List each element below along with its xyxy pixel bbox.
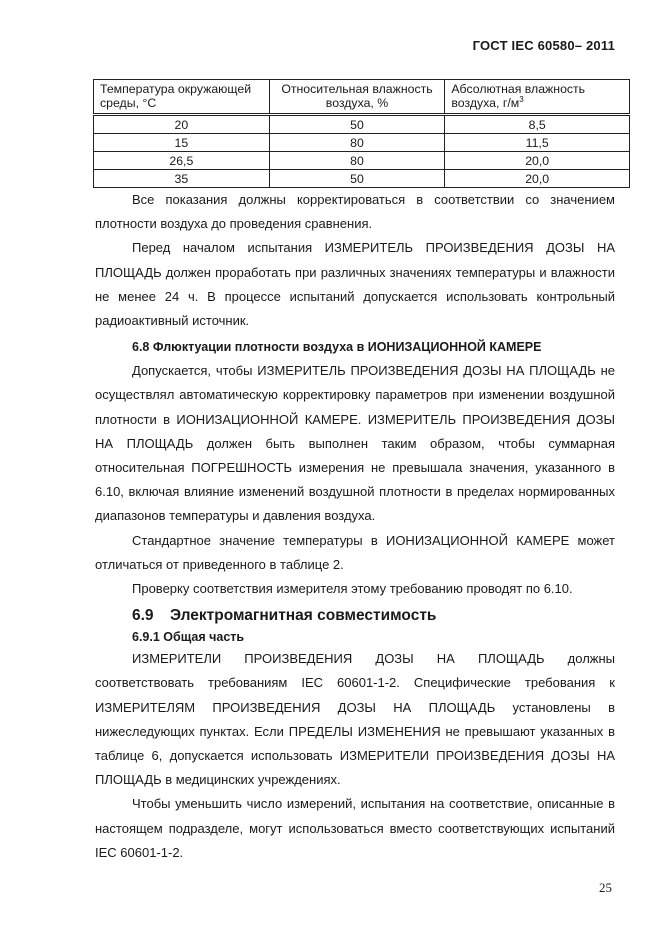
header-relative-humidity: Относительная влажность воздуха, % (269, 80, 445, 115)
paragraph-correction: Все показания должны корректироваться в соответствии со значением плотности воздуха до проведения сравнения. (95, 192, 615, 232)
paragraph-emc-requirements: ИЗМЕРИТЕЛИ ПРОИЗВЕДЕНИЯ ДОЗЫ НА ПЛОЩАДЬ должны соответствовать требованиям IEC 60601-1-2. Специфические требования к ИЗМЕРИТЕЛЯМ ПРОИЗВЕДЕНИЯ ДОЗЫ НА ПЛОЩАДЬ установлены в нижеследующих пунктах. Если ПРЕДЕЛЫ ИЗМЕНЕНИЯ не превышают указанных в таблице 6, допускается использовать ИЗМЕРИТЕЛИ ПРОИЗВЕДЕНИЯ ДОЗЫ НА ПЛОЩАДЬ в медицинских учреждениях. (95, 651, 615, 788)
paragraph-standard-temperature: Стандартное значение температуры в ИОНИЗАЦИОННОЙ КАМЕРЕ может отличаться от приведенного в таблице 2. (95, 532, 615, 572)
cell-relative-humidity: 80 (269, 134, 445, 152)
paragraph-air-density: Допускается, чтобы ИЗМЕРИТЕЛЬ ПРОИЗВЕДЕНИЯ ДОЗЫ НА ПЛОЩАДЬ не осуществлял автоматическую корректировку параметров при изменении воздушной плотности в ИОНИЗАЦИОННОЙ КАМЕРЕ. ИЗМЕРИТЕЛЬ ПРОИЗВЕДЕНИЯ ДОЗЫ НА ПЛОЩАДЬ должен быть выполнен таким образом, чтобы суммарная относительная ПОГРЕШНОСТЬ измерения не превышала значения, указанного в 6.10, включая влияние изменений воздушной плотности в пределах нормированных диапазонов температуры и давления воздуха. (95, 363, 615, 524)
cell-temperature: 35 (94, 170, 270, 188)
humidity-table (93, 79, 630, 188)
unit-superscript: 3 (519, 94, 524, 104)
section-number: 6.9 (132, 607, 154, 625)
paragraph-reduce-measurements: Чтобы уменьшить число измерений, испытания на соответствие, описанные в настоящем подразделе, могут использоваться вместо соответствующих испытаний IEC 60601-1-2. (95, 796, 615, 860)
header-absolute-humidity (445, 80, 630, 115)
paragraph-compliance-check: Проверку соответствия измерителя этому требованию проводят по 6.10. (132, 581, 573, 597)
section-title: Электромагнитная совместимость (170, 607, 437, 625)
paragraph-pre-test: Перед началом испытания ИЗМЕРИТЕЛЬ ПРОИЗВЕДЕНИЯ ДОЗЫ НА ПЛОЩАДЬ должен проработать при различных значениях температуры и влажности не менее 24 ч. В процессе испытаний допускается использовать контрольный радиоактивный источник. (95, 240, 615, 329)
table-row (94, 170, 630, 188)
cell-temperature: 15 (94, 134, 270, 152)
cell-temperature: 26,5 (94, 152, 270, 170)
subsection-heading-6-9-1: 6.9.1 Общая часть (132, 630, 245, 645)
cell-relative-humidity: 80 (269, 152, 445, 170)
cell-absolute-humidity: 20,0 (445, 152, 630, 170)
section-heading-6-9 (132, 604, 615, 628)
table-row (94, 152, 630, 170)
cell-relative-humidity: 50 (269, 170, 445, 188)
section-heading-6-8: 6.8 Флюктуации плотности воздуха в ИОНИЗАЦИОННОЙ КАМЕРЕ (132, 340, 542, 355)
table-header-row (94, 80, 630, 115)
cell-absolute-humidity: 11,5 (445, 134, 630, 152)
body-text (95, 188, 615, 865)
cell-absolute-humidity: 20,0 (445, 170, 630, 188)
document-code: ГОСТ IEC 60580– 2011 (472, 38, 615, 53)
cell-temperature: 20 (94, 115, 270, 134)
cell-relative-humidity: 50 (269, 115, 445, 134)
header-absolute-humidity-text: Абсолютная влажность воздуха, г/м (451, 82, 586, 110)
cell-absolute-humidity: 8,5 (445, 115, 630, 134)
header-temperature: Температура окружающей среды, °С (94, 80, 270, 115)
table-row (94, 115, 630, 134)
page-number: 25 (599, 880, 612, 895)
table-row (94, 134, 630, 152)
